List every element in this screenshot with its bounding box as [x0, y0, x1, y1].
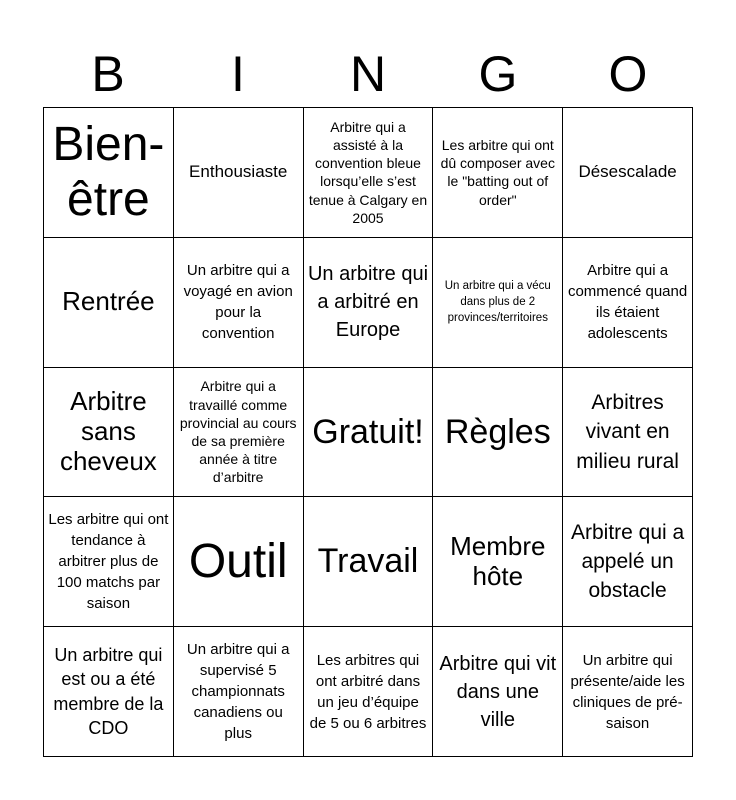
cell-text: Un arbitre qui présente/aide les cliniques de pré-saison	[570, 651, 685, 732]
bingo-header	[43, 40, 693, 108]
bingo-cell-r2c1[interactable]	[44, 238, 174, 368]
cell-text: Arbitre qui vit dans une ville	[439, 652, 557, 731]
bingo-cell-r3c1[interactable]	[44, 368, 174, 498]
bingo-cell-r5c3[interactable]	[304, 627, 434, 757]
bingo-cell-r3c2[interactable]	[174, 368, 304, 498]
cell-text: Un arbitre qui a arbitré en Europe	[307, 263, 429, 342]
bingo-cell-r3c5[interactable]	[563, 368, 693, 498]
bingo-cell-r2c5[interactable]	[563, 238, 693, 368]
bingo-cell-r2c3[interactable]	[304, 238, 434, 368]
cell-text: Enthousiaste	[189, 161, 288, 181]
cell-text: Arbitres vivant en milieu rural	[576, 390, 679, 473]
bingo-cell-r4c5[interactable]	[563, 497, 693, 627]
header-letter-g: G	[478, 46, 518, 102]
bingo-cell-r4c4[interactable]	[433, 497, 563, 627]
cell-text: Gratuit!	[312, 412, 424, 451]
bingo-cell-r1c4[interactable]	[433, 108, 563, 238]
bingo-cell-r4c3[interactable]	[304, 497, 434, 627]
bingo-cell-r5c5[interactable]	[563, 627, 693, 757]
cell-text: Règles	[444, 412, 551, 451]
cell-text: Membre hôte	[450, 530, 546, 591]
bingo-cell-r5c4[interactable]	[433, 627, 563, 757]
bingo-cell-r1c1[interactable]	[44, 108, 174, 238]
bingo-cell-r2c2[interactable]	[174, 238, 304, 368]
cell-text: Bien-être	[52, 118, 165, 227]
cell-text: Les arbitre qui ont tendance à arbitrer plus de 100 matchs par saison	[48, 511, 169, 613]
cell-text: Rentrée	[62, 286, 155, 317]
header-letter-b: B	[91, 46, 125, 102]
cell-text: Travail	[317, 542, 419, 581]
bingo-cell-r4c2[interactable]	[174, 497, 304, 627]
bingo-cell-r5c1[interactable]	[44, 627, 174, 757]
cell-text: Un arbitre qui a supervisé 5 championnats canadiens ou plus	[186, 641, 290, 743]
header-letter-i: I	[231, 46, 245, 102]
header-letter-n: N	[349, 46, 387, 102]
cell-text: Les arbitre qui ont dû composer avec le "batting out of order"	[440, 137, 555, 208]
cell-text: Un arbitre qui est ou a été membre de la CDO	[53, 645, 164, 738]
cell-text: Arbitre sans cheveux	[59, 386, 157, 476]
cell-text: Les arbitres qui ont arbitré dans un jeu d’équipe de 5 ou 6 arbitres	[309, 651, 427, 732]
bingo-cell-r3c3[interactable]	[304, 368, 434, 498]
header-letter-o: O	[608, 46, 648, 102]
cell-text: Un arbitre qui a vécu dans plus de 2 provinces/territoires	[444, 280, 551, 325]
bingo-cell-r4c1[interactable]	[44, 497, 174, 627]
bingo-cell-r1c5[interactable]	[563, 108, 693, 238]
cell-text: Un arbitre qui a voyagé en avion pour la convention	[183, 262, 293, 343]
cell-text: Désescalade	[578, 161, 677, 181]
cell-text: Outil	[188, 535, 288, 589]
bingo-cell-r1c2[interactable]	[174, 108, 304, 238]
bingo-cell-r5c2[interactable]	[174, 627, 304, 757]
cell-text: Arbitre qui a travaillé comme provincial au cours de sa première année à titre d’arbitre	[179, 378, 297, 486]
cell-text: Arbitre qui a assisté à la convention bleue lorsqu’elle s’est tenue à Calgary en 2005	[308, 118, 428, 226]
cell-text: Arbitre qui a commencé quand ils étaient adolescents	[567, 262, 688, 343]
cell-text: Arbitre qui a appelé un obstacle	[570, 520, 685, 603]
bingo-cell-r3c4[interactable]	[433, 368, 563, 498]
bingo-cell-r2c4[interactable]	[433, 238, 563, 368]
bingo-board	[43, 107, 693, 757]
bingo-cell-r1c3[interactable]	[304, 108, 434, 238]
